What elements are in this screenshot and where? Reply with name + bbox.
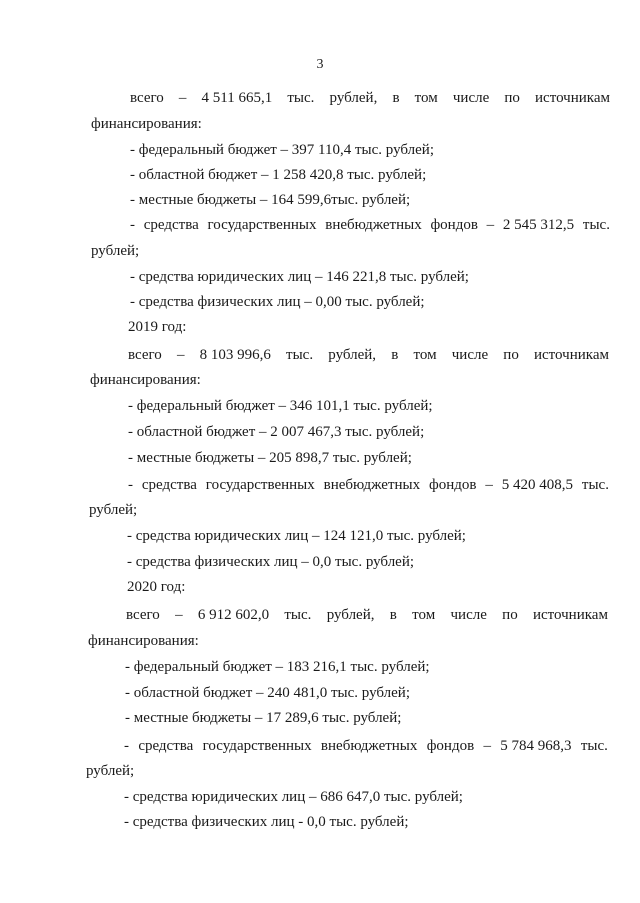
list-item: - средства юридических лиц – 686 647,0 тыс. рублей; bbox=[124, 789, 463, 805]
total-line: всего – 8 103 996,6 тыс. рублей, в том числе по источникам bbox=[128, 347, 609, 363]
funds-line-cont: рублей; bbox=[89, 502, 138, 518]
funds-line-cont: рублей; bbox=[91, 243, 140, 259]
list-item: - средства физических лиц – 0,0 тыс. рублей; bbox=[127, 554, 415, 570]
funds-line: - средства государственных внебюджетных фондов – 5 784 968,3 тыс. bbox=[124, 738, 608, 754]
total-line-cont: финансирования: bbox=[91, 116, 202, 132]
list-item: - средства физических лиц – 0,00 тыс. рублей; bbox=[130, 294, 425, 310]
year-heading: 2019 год: bbox=[128, 319, 187, 335]
list-item: - областной бюджет – 240 481,0 тыс. рублей; bbox=[125, 685, 410, 701]
list-item: - местные бюджеты – 164 599,6тыс. рублей; bbox=[130, 192, 411, 208]
list-item: - местные бюджеты – 17 289,6 тыс. рублей; bbox=[125, 710, 402, 726]
list-item: - федеральный бюджет – 346 101,1 тыс. рублей; bbox=[128, 398, 433, 414]
list-item: - средства юридических лиц – 124 121,0 тыс. рублей; bbox=[127, 528, 466, 544]
list-item: - федеральный бюджет – 397 110,4 тыс. рублей; bbox=[130, 142, 434, 158]
total-line: всего – 6 912 602,0 тыс. рублей, в том числе по источникам bbox=[126, 607, 608, 623]
list-item: - областной бюджет – 1 258 420,8 тыс. рублей; bbox=[130, 167, 427, 183]
funds-line: - средства государственных внебюджетных фондов – 5 420 408,5 тыс. bbox=[128, 477, 609, 493]
list-item: - федеральный бюджет – 183 216,1 тыс. рублей; bbox=[125, 659, 430, 675]
list-item: - средства юридических лиц – 146 221,8 тыс. рублей; bbox=[130, 269, 469, 285]
funds-line-cont: рублей; bbox=[86, 763, 135, 779]
list-item: - местные бюджеты – 205 898,7 тыс. рублей; bbox=[128, 450, 412, 466]
total-line-cont: финансирования: bbox=[90, 372, 201, 388]
page-number: 3 bbox=[316, 57, 324, 72]
funds-line: - средства государственных внебюджетных фондов – 2 545 312,5 тыс. bbox=[130, 217, 610, 233]
total-line-cont: финансирования: bbox=[88, 633, 199, 649]
year-heading: 2020 год: bbox=[127, 579, 186, 595]
list-item: - средства физических лиц - 0,0 тыс. рублей; bbox=[124, 814, 409, 830]
list-item: - областной бюджет – 2 007 467,3 тыс. рублей; bbox=[128, 424, 425, 440]
total-line: всего – 4 511 665,1 тыс. рублей, в том числе по источникам bbox=[130, 90, 610, 106]
